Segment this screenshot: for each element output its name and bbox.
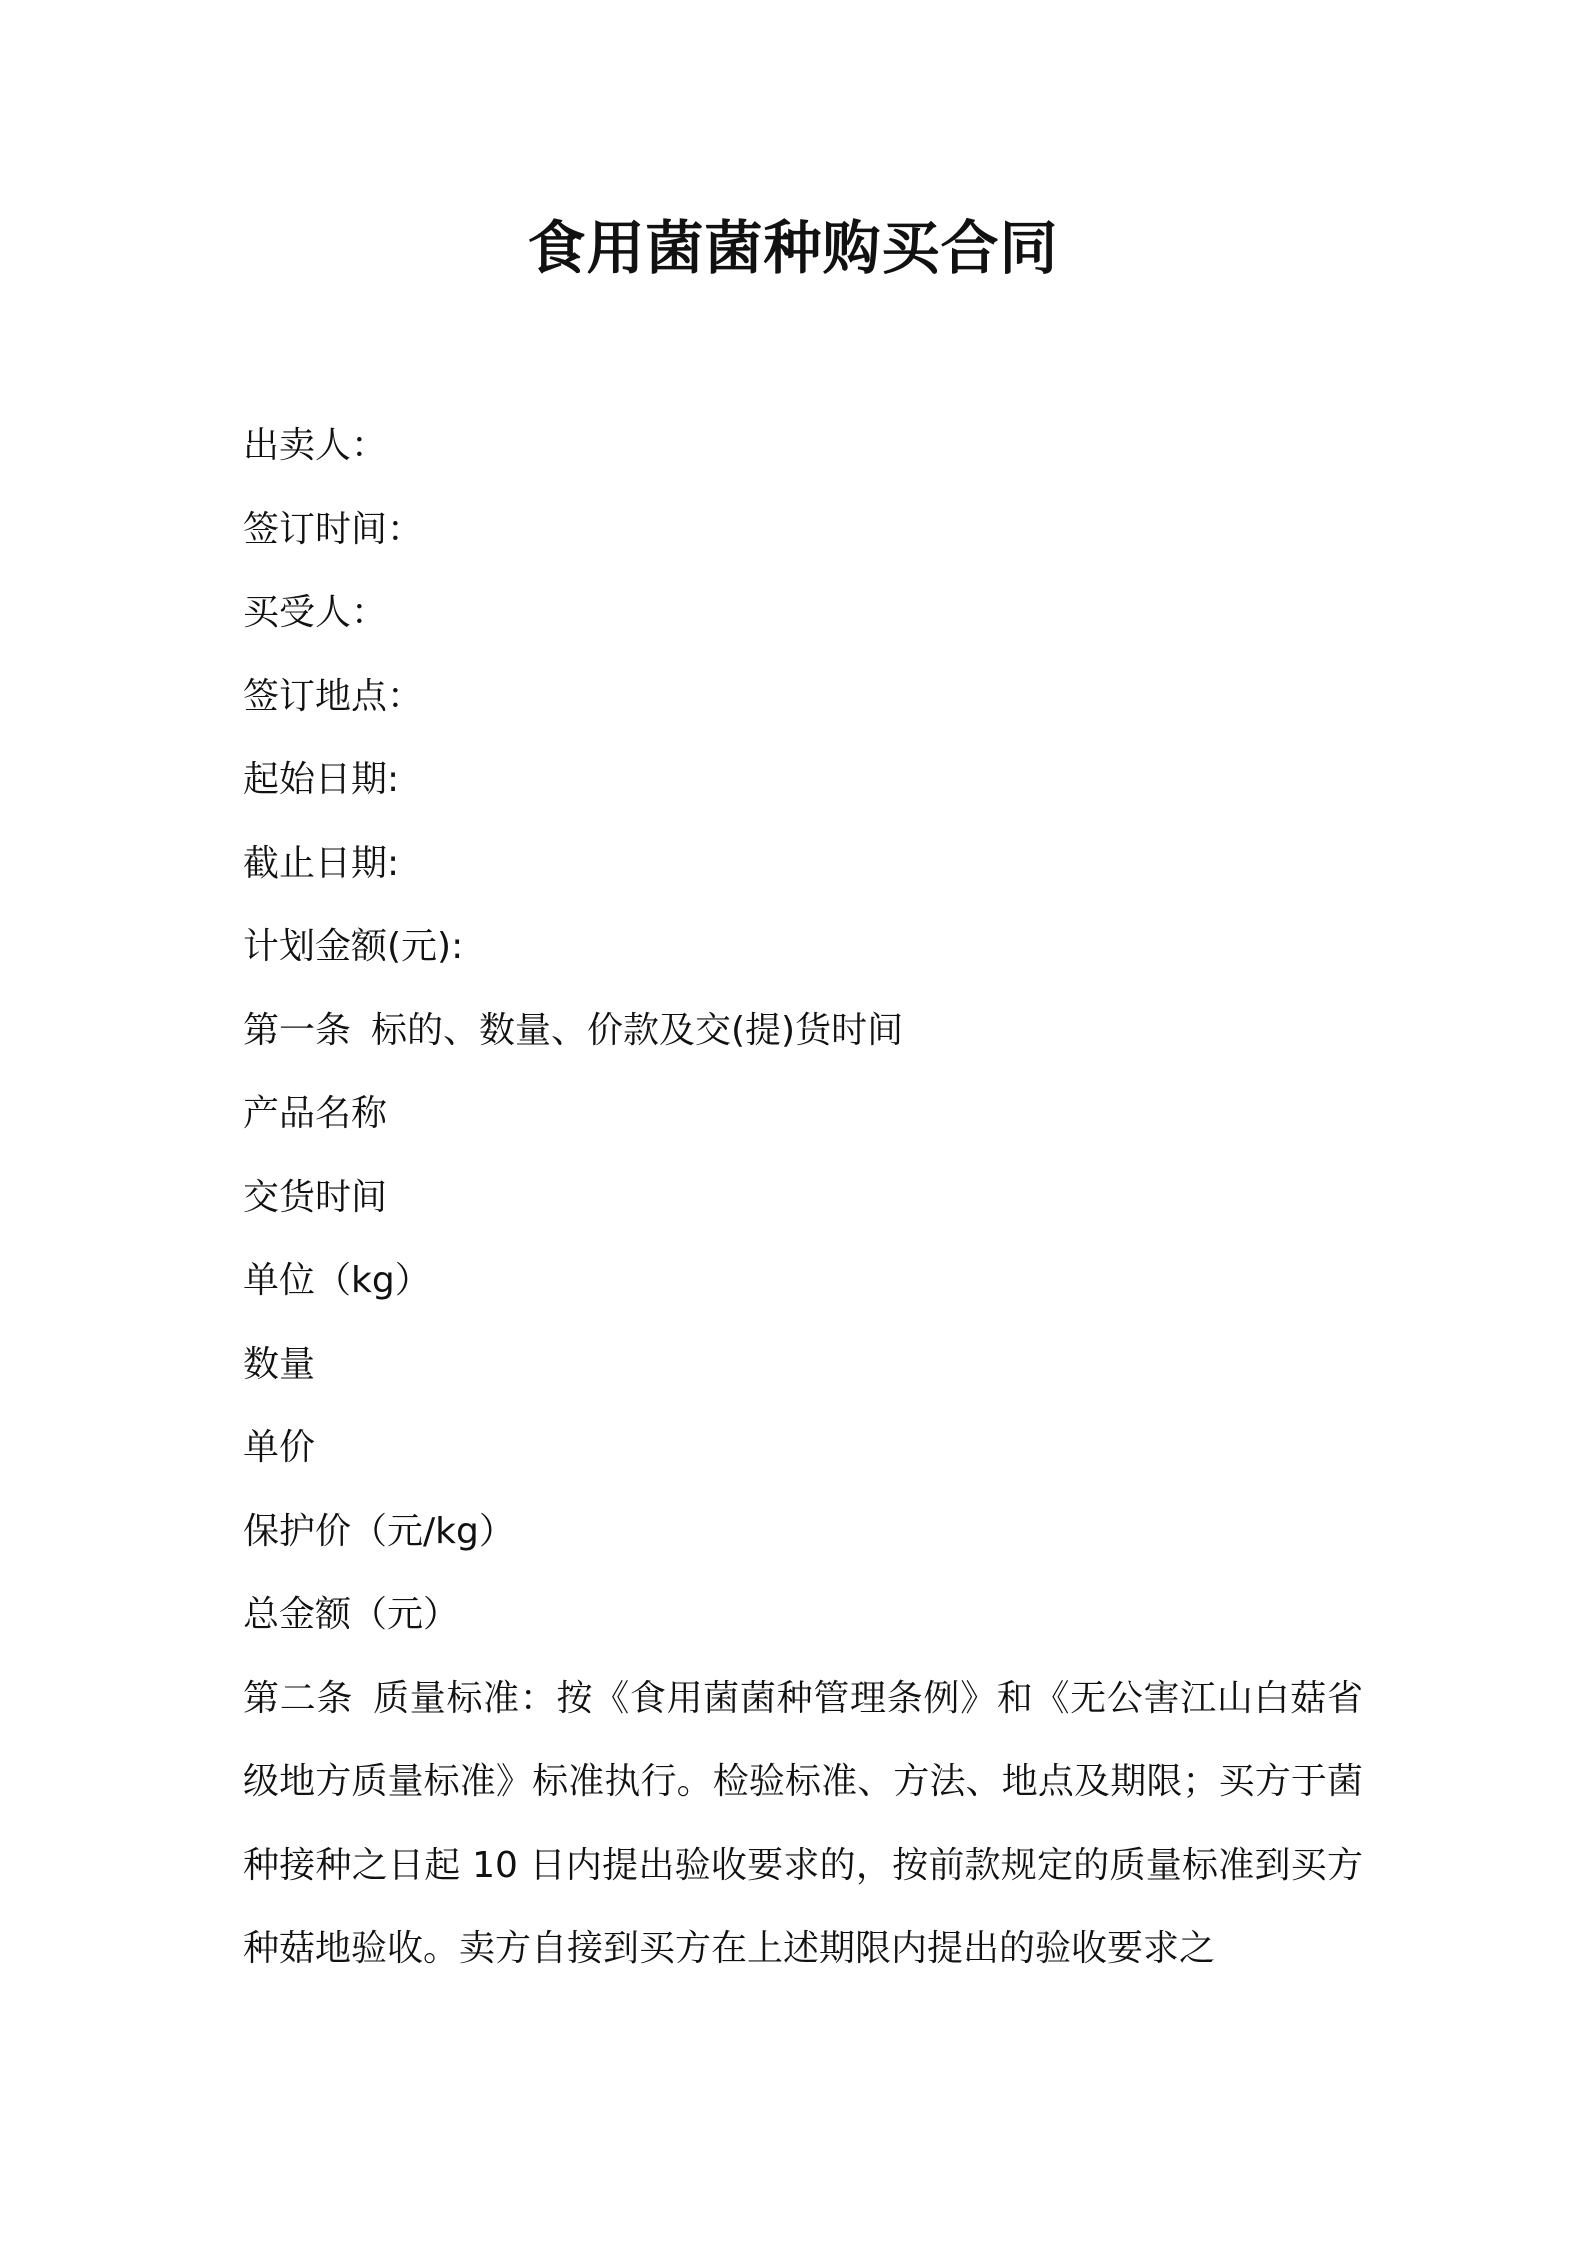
signing-place-field: 签订地点： bbox=[243, 675, 424, 717]
buyer-field: 买受人： bbox=[243, 592, 388, 633]
item-unit-price: 单价 bbox=[243, 1427, 316, 1468]
signing-time-field: 签订时间： bbox=[243, 508, 424, 550]
clause-2-paragraph bbox=[243, 1657, 1363, 1991]
clause-1-heading bbox=[243, 989, 1363, 1073]
end-date-field: 截止日期: bbox=[243, 842, 400, 884]
seller-field: 出卖人： bbox=[243, 425, 388, 466]
document-title: 食用菌菌种购买合同 bbox=[527, 214, 1059, 282]
item-unit: 单位（kg） bbox=[243, 1260, 431, 1301]
item-protection-price: 保护价（元/kg） bbox=[243, 1510, 515, 1552]
start-date-field: 起始日期: bbox=[243, 759, 400, 800]
clause-2-text: 质量标准：按《食用菌菌种管理条例》和《无公害江山白菇省级地方质量标准》标准执行。检验标准、方法、地点及期限；买方于菌种接种之日起 10 日内提出验收要求的，按前款规定的质量标准到买方种菇地验收。卖方自接到买方在上述期限内提出的验收要求之 bbox=[243, 1677, 1363, 1969]
item-quantity: 数量 bbox=[243, 1343, 316, 1385]
item-product-name: 产品名称 bbox=[243, 1093, 388, 1134]
clause-1-number: 第一条 bbox=[243, 1009, 352, 1051]
document-body bbox=[243, 404, 1363, 1991]
item-total-amount: 总金额（元） bbox=[243, 1594, 460, 1635]
clause-2-number: 第二条 bbox=[243, 1677, 354, 1719]
planned-amount-field: 计划金额(元): bbox=[243, 926, 464, 967]
clause-1-text: 标的、数量、价款及交(提)货时间 bbox=[371, 1009, 904, 1051]
item-delivery-time: 交货时间 bbox=[243, 1176, 388, 1218]
